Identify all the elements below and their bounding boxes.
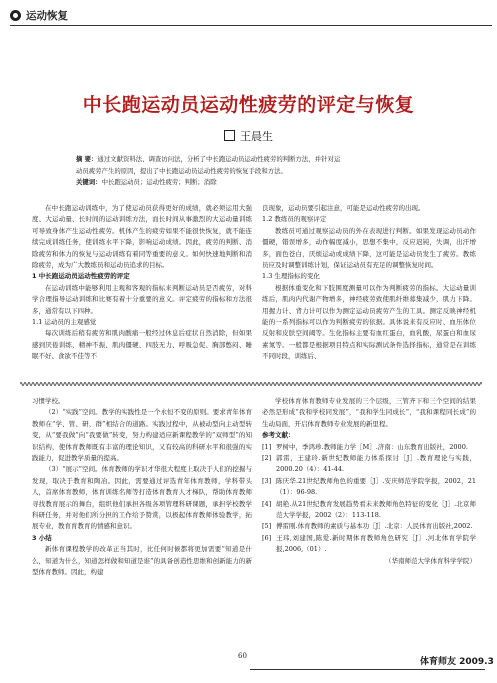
paragraph: （2）“实践”空间。教学的实践性是一个永恒不变的原则。要求青年体育教师在“学、管、研、群”相结合的道路。实践过程中，从被动型向主动型转变，从“要我做”向“我要做”转变，努力构建适应新课程教学的“双师型”的知识结构，使体育教师既有丰富的理论知识，又有较高的科研水平和很强的实践能力，促进教学质量的提高。	[32, 408, 252, 463]
keywords-label: 关键词：	[76, 178, 102, 186]
paragraph: 良现象，运动员要引起注意，可能是运动性疲劳的出现。	[262, 204, 425, 212]
paragraph: 教练员可通过观察运动员的外在表现进行判断。如果发现运动员动作僵硬，错误增多，动作幅度减小，思想不集中，反应迟钝，失调，出汗增多，面色苍白，厌烦运动或成绩下降，这可能是运动员发生了疲劳。教练员应及时调整训练计划，保证运动员有充足的调整恢复时间。	[262, 226, 476, 270]
header-rule	[10, 25, 492, 26]
paragraph: 学校体育体育教师专业发展的三个层级，三管齐下和三个空间的结果必然是形成“我和学校同发展”，“我和学生同成长”，“我和课程同长成”的生动局面，开启体育教师专业发展的新里程。	[262, 397, 476, 428]
footer-rule	[250, 669, 485, 670]
reference-item	[262, 499, 476, 522]
author-line	[0, 128, 497, 144]
paragraph: 习惯学校。	[32, 397, 65, 405]
author-name: 王晨生	[240, 130, 273, 143]
paragraph: 新体育课程教学的改革正当其时，比任何时候都将更加需要“知道是什么，知道为什么，知道怎样做和知道是谁”的具备创造性思维和创新能力的新型体育教师。因此，构建	[32, 545, 252, 577]
reference-item	[262, 533, 476, 556]
abstract-label: 摘 要：	[76, 155, 98, 163]
section-heading: 1 中长跑运动员运动性疲劳的评定	[32, 272, 130, 281]
reference-text: 胡艳.从21世纪教育发展趋势看未来教师角色特征的变化［J］.北京师范大学学报，2002（2）：113-118.	[276, 499, 476, 520]
reference-list	[262, 442, 476, 556]
reference-number: [5]	[262, 522, 272, 531]
subsection-heading: 1.1 运动员的主观感觉	[32, 318, 97, 327]
paragraph: 每次训练后稍有疲劳和肌肉酸痛一般经过休息后症状自然消除，但如果感到厌倦训练、精神不振、肌肉僵硬、四肢无力、呼吸急促、胸部憋闷、睡眠不好、食欲不佳等不	[32, 329, 252, 361]
paragraph: 在中长跑运动训练中，为了使运动员获得更好的成绩，就必须运用大强度、大运动量、长时间的运动训练方法，而长时间从事激烈的大运动量训练可导致身体产生运动性疲劳。机体产生的疲劳如果不能很快恢复，就不能连续完成训练任务，使训练水平下降，影响运动成绩。因此，疲劳的判断、消除疲劳和体力的恢复与运动训练有着同等重要的意义。如何快速地判断和消除疲劳，成为广大教练员和运动员追求的目标。	[32, 204, 252, 270]
reference-number: [3]	[262, 476, 272, 485]
reference-number: [1]	[262, 442, 272, 451]
reference-item	[262, 453, 476, 476]
column-1-bottom	[32, 396, 252, 579]
reference-text: 陈庆华.21世纪教师角色的重要［J］.安庆师范学院学报，2002，21（1）：96-98.	[276, 476, 476, 497]
affiliation: （华南师范大学体育科学学院）	[385, 556, 476, 565]
subsection-heading: 1.3 生理指标的变化	[262, 272, 320, 281]
column-2-top	[262, 203, 476, 363]
section-bullet-icon	[10, 10, 21, 21]
paragraph: （3）“展示”空间。体育教师的学识才华很大程度上取决于人们的挖掘与发现，取决于教育和陶冶。因此，需要通过评选青年体育教师，学科带头人，首席体育教师，体育训练名师等打造体育教育人才梯队，帮助体育教师寻找教育展示的舞台，组织他们承担各级各项管理科研课题，承担学校教学科研任务，并对他们所分担的工作给予赞赏，以极起体育教师体验教学，拓展专业，教育育教育的情感和意识。	[32, 465, 252, 531]
wavy-divider	[20, 381, 482, 387]
reference-item	[262, 476, 476, 499]
abstract	[76, 154, 428, 189]
page-number: 60	[238, 652, 247, 660]
reference-number: [6]	[262, 533, 272, 542]
abstract-line-1	[76, 154, 428, 166]
paragraph: 在运动训练中能够利用主观和客观的指标来判断运动员是否疲劳，对科学合理指导运动训练和比赛有着十分重要的意义。评定疲劳的指标和方法很多，通常有以下四种。	[32, 283, 252, 315]
paragraph: 根据体重变化和下肢围度测量可以作为判断疲劳的指标。大运动量训练后，肌肉内代谢产物增多，神经疲劳致使肌纤维募集减少，肌力下降。用握力计、背力计可以作为测定运动员疲劳产生的工具。测定反映神经机能的一系列指标可以作为判断疲劳的依据。具体说来有反应时、血压体位反射和皮肤空间阈等。生化指标主要有血红蛋白，血乳酸，尿蛋白和血尿素氮等。一般都是根据项目特点和实际测试条件选择指标，通常是在训练不同时段，训练后、	[262, 283, 476, 361]
reference-text: 王玮,刘建国,陈爱.新时期体育教师角色研究［J］.河北体育学院学报,2006,（01）.	[276, 533, 476, 554]
reference-item	[262, 521, 476, 532]
reference-item	[262, 442, 476, 453]
reference-number: [4]	[262, 499, 272, 508]
author-box-icon	[224, 130, 235, 141]
keywords-text: 中长跑运动员；运动性疲劳；判断；消除	[101, 178, 217, 186]
article-title: 中长跑运动员运动性疲劳的评定与恢复	[82, 94, 415, 116]
journal-footer: 体育师友 2009.3	[420, 657, 494, 667]
subsection-heading: 1.2 教练员的观察评定	[262, 215, 327, 224]
column-1-top	[32, 203, 252, 363]
reference-text: 罗树中，季鸿珍.教师能力学［M］.济南：山东教育出版社，2000.	[276, 442, 468, 451]
section-label: 运动恢复	[26, 10, 68, 22]
keywords-line	[76, 177, 428, 189]
reference-text: 傅雷刚.体育教师的素质与基本功［J］.北京：人民体育出版社,2002.	[276, 522, 473, 531]
column-2-bottom	[262, 396, 476, 567]
abstract-text-1: 通过文献资料法、调查访问法，分析了中长跑运动员运动性疲劳的判断方法，并针对运	[97, 155, 341, 163]
reference-number: [2]	[262, 454, 272, 463]
references-heading: 参考文献：	[262, 431, 295, 440]
section-heading: 3 小结	[32, 533, 52, 542]
abstract-line-2: 动员疲劳产生的原因，提出了中长跑运动员运动性疲劳的恢复手段和方法。	[76, 166, 287, 175]
reference-text: 郭雷，王建玲.新世纪教师能力体系探讨［J］.教育理论与实践，2000.20（4）：41-44.	[276, 454, 476, 474]
